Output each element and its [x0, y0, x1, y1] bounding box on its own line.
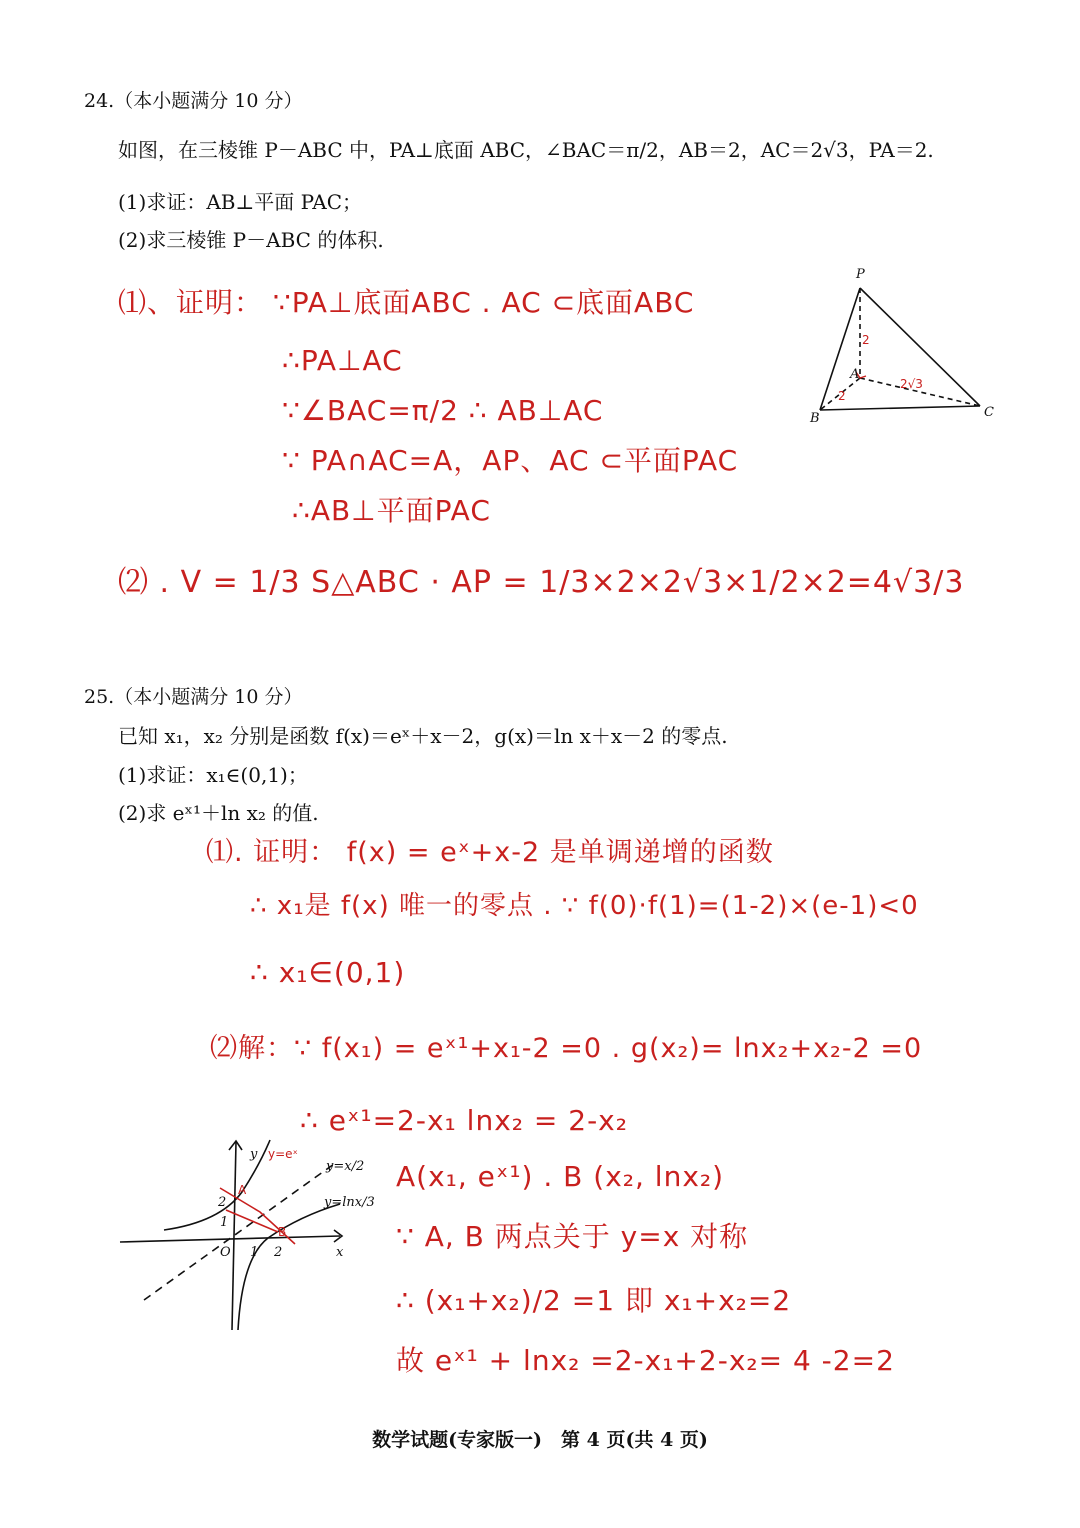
graph-label-y: y: [250, 1147, 258, 1162]
graph-label-x: x: [336, 1245, 344, 1260]
vertex-label-a: A: [850, 367, 860, 382]
q24-part1: (1)求证：AB⊥平面 PAC；: [118, 190, 363, 214]
edge-label-ab: 2: [838, 389, 846, 403]
page-footer: 数学试题(专家版一) 第 4 页(共 4 页): [372, 1429, 708, 1451]
q25-answer-line-6: A(x₁, eˣ¹) . B (x₂, lnx₂): [396, 1160, 725, 1193]
vertex-label-p: P: [856, 267, 865, 282]
function-graph: [120, 1140, 390, 1340]
graph-point-b: B: [278, 1225, 287, 1239]
edge-label-pa: 2: [862, 333, 870, 347]
tetrahedron-figure: [800, 260, 1010, 430]
q24-answer-line-3: ∵∠BAC=π/2 ∴ AB⊥AC: [282, 394, 604, 427]
q25-answer-line-1: ⑴. 证明： f(x) = eˣ+x-2 是单调递增的函数: [206, 837, 774, 868]
q25-answer-line-8: ∴ (x₁+x₂)/2 =1 即 x₁+x₂=2: [396, 1284, 792, 1317]
q24-header: 24.（本小题满分 10 分）: [84, 90, 303, 112]
graph-origin: O: [220, 1245, 231, 1260]
q25-answer-line-5: ∴ eˣ¹=2-x₁ lnx₂ = 2-x₂: [300, 1104, 628, 1137]
q24-answer-line-1: ⑴、证明： ∵PA⊥底面ABC . AC ⊂底面ABC: [118, 286, 695, 319]
graph-tick-y2: 2: [218, 1195, 227, 1210]
q25-part2: (2)求 eˣ¹＋ln x₂ 的值.: [118, 801, 319, 825]
q25-answer-line-9: 故 eˣ¹ + lnx₂ =2-x₁+2-x₂= 4 -2=2: [396, 1344, 895, 1377]
edge-label-ac: 2√3: [900, 377, 923, 391]
graph-label-line: y=x/2: [326, 1159, 365, 1174]
q24-part2: (2)求三棱锥 P－ABC 的体积.: [118, 228, 384, 252]
graph-tick-y1: 1: [220, 1215, 229, 1230]
q25-stem: 已知 x₁，x₂ 分别是函数 f(x)＝eˣ＋x－2，g(x)＝ln x＋x－2 的零点.: [118, 724, 728, 748]
q24-stem: 如图，在三棱锥 P－ABC 中，PA⊥底面 ABC，∠BAC＝π/2，AB＝2，AC＝2√3，PA＝2.: [118, 138, 934, 162]
q24-answer-line-2: ∴PA⊥AC: [282, 344, 403, 377]
q24-answer-line-4: ∵ PA∩AC=A，AP、AC ⊂平面PAC: [282, 444, 739, 477]
q25-answer-line-4: ⑵解：∵ f(x₁) = eˣ¹+x₁-2 =0 . g(x₂)= lnx₂+x₂-2 =0: [210, 1033, 923, 1064]
graph-point-a: A: [238, 1183, 247, 1197]
graph-tick-x2: 2: [274, 1245, 283, 1260]
graph-label-exp: y=eˣ: [268, 1147, 298, 1161]
q25-header: 25.（本小题满分 10 分）: [84, 686, 303, 708]
q24-answer-line-6: ⑵ . V = 1/3 S△ABC · AP = 1/3×2×2√3×1/2×2=4√3/3: [118, 565, 965, 600]
graph-label-log: y=lnx/3: [324, 1195, 375, 1210]
q25-answer-line-7: ∵ A, B 两点关于 y=x 对称: [396, 1220, 749, 1253]
q25-answer-line-2: ∴ x₁是 f(x) 唯一的零点 . ∵ f(0)·f(1)=(1-2)×(e-1)<0: [250, 891, 919, 921]
vertex-label-b: B: [810, 411, 820, 426]
vertex-label-c: C: [984, 405, 994, 420]
graph-tick-x1: 1: [250, 1245, 259, 1260]
q25-answer-line-3: ∴ x₁∈(0,1): [250, 956, 406, 989]
q25-part1: (1)求证：x₁∈(0,1)；: [118, 763, 308, 787]
q24-answer-line-5: ∴AB⊥平面PAC: [292, 494, 491, 527]
